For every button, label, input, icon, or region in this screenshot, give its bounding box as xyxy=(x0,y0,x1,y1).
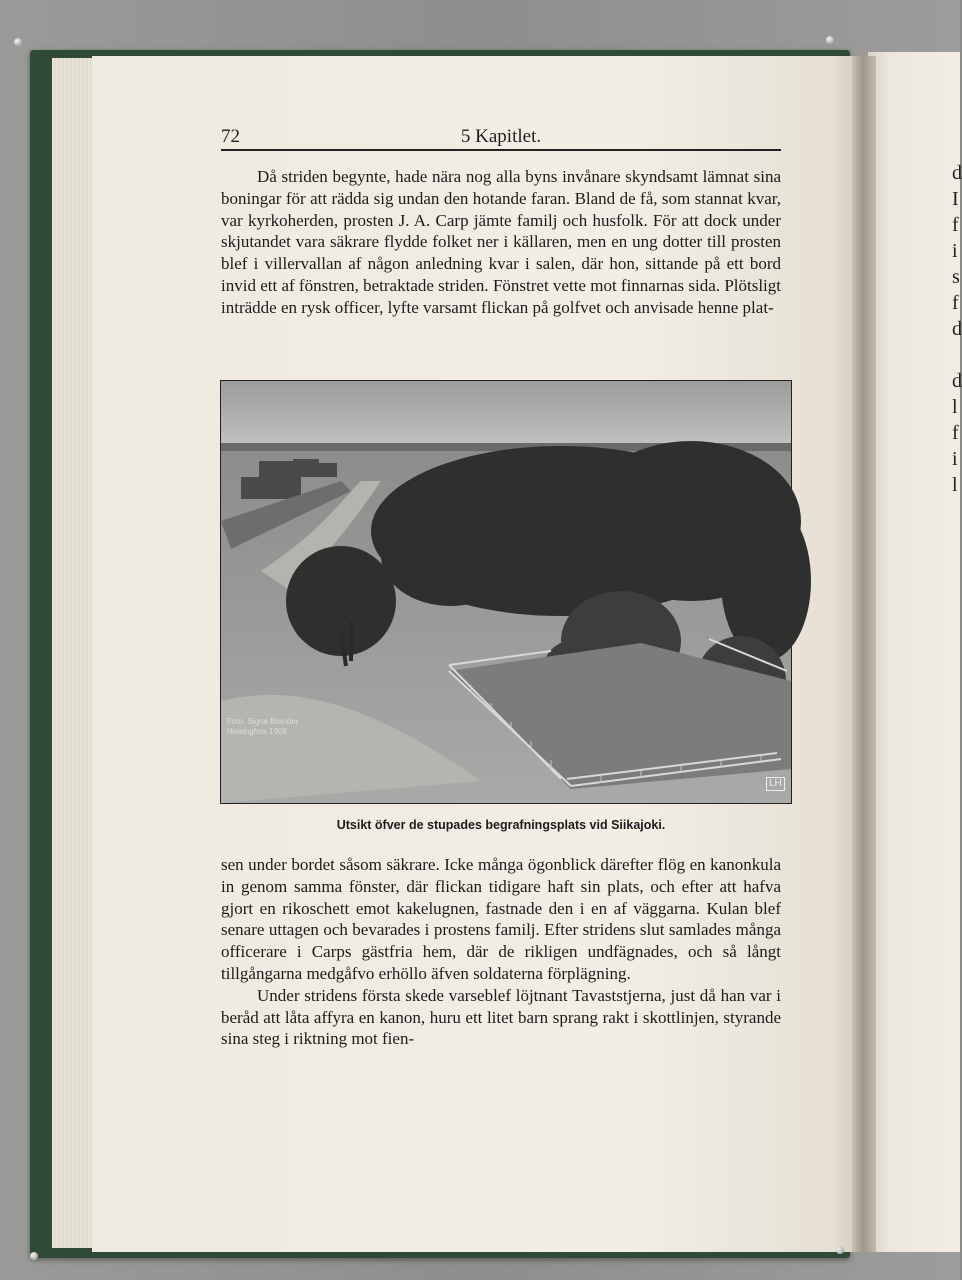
page-number: 72 xyxy=(221,126,240,147)
photo-credit-line: Foto. Signe Brander xyxy=(227,717,299,726)
facing-letter: I xyxy=(952,188,959,210)
facing-letter: s xyxy=(952,266,960,288)
figure-caption: Utsikt öfver de stupades begrafningsplats vid Siikajoki. xyxy=(336,818,666,832)
body-text-top xyxy=(221,166,781,319)
body-text-bottom xyxy=(221,854,781,1050)
pin-icon xyxy=(836,1246,844,1254)
photographer-monogram: LH xyxy=(766,777,785,791)
pin-icon xyxy=(826,36,834,44)
cemetery-photograph xyxy=(220,380,792,804)
facing-letter: f xyxy=(952,214,959,236)
facing-letter: l xyxy=(952,474,958,496)
facing-page-text xyxy=(952,160,962,498)
running-head xyxy=(221,122,781,150)
facing-letter: f xyxy=(952,422,959,444)
facing-letter: f xyxy=(952,292,959,314)
facing-letter xyxy=(952,342,962,368)
header-rule xyxy=(221,149,781,151)
pin-icon xyxy=(30,1252,38,1260)
facing-letter: d xyxy=(952,162,962,184)
facing-letter: d xyxy=(952,370,962,392)
chapter-title: 5 Kapitlet. xyxy=(460,126,542,147)
paragraph: Då striden begynte, hade nära nog alla byns invånare skyndsamt lämnat sina boningar för att rädda sig undan den hotande faran. Bland de få, som stannat kvar, var kyrkoherden, prosten J. A. Carp jämte familj och husfolk. För att dock under skjutandet vara säkrare flydde folket ner i källaren, men en ung dotter till prosten blef i villervallan af någon anledning kvar i salen, där hon, sittande på ett bord invid ett af fönstren, betraktade striden. Fönstret vette mot finnarnas sida. Plötsligt inträdde en rysk officer, lyfte varsamt flickan på golfvet och anvisade henne plat- xyxy=(221,167,781,317)
facing-letter: d xyxy=(952,318,962,340)
right-page xyxy=(868,52,960,1252)
paragraph: sen under bordet såsom säkrare. Icke många ögonblick därefter flög en kanonkula in genom samma fönster, där flickan tidigare haft sin plats, och efter att hafva gjort en rikoschett emot kakelugnen, fastnade den i en af väggarna. Kulan blef senare uttagen och bevarades i prostens familj. Efter stridens slut samlades många officerare i Carps gästfria hem, där de rikligen undfägnades, och så långt tillgångarna medgåfvo erhöllo äfven soldaterna förplägning. xyxy=(221,855,781,983)
pin-icon xyxy=(14,38,22,46)
book-gutter xyxy=(852,56,876,1252)
paragraph: Under stridens första skede varseblef löjtnant Tavaststjerna, just då han var i beråd att låta affyra en kanon, huru ett litet barn sprang rakt i skottlinjen, styrande sina steg i riktning mot fien- xyxy=(221,985,781,1049)
facing-letter: i xyxy=(952,448,958,470)
photo-credit xyxy=(227,717,299,737)
photo-credit-line: Helsingfors 1908 xyxy=(227,727,288,736)
photo-illustration xyxy=(221,381,791,803)
facing-letter: l xyxy=(952,396,958,418)
facing-letter: i xyxy=(952,240,958,262)
